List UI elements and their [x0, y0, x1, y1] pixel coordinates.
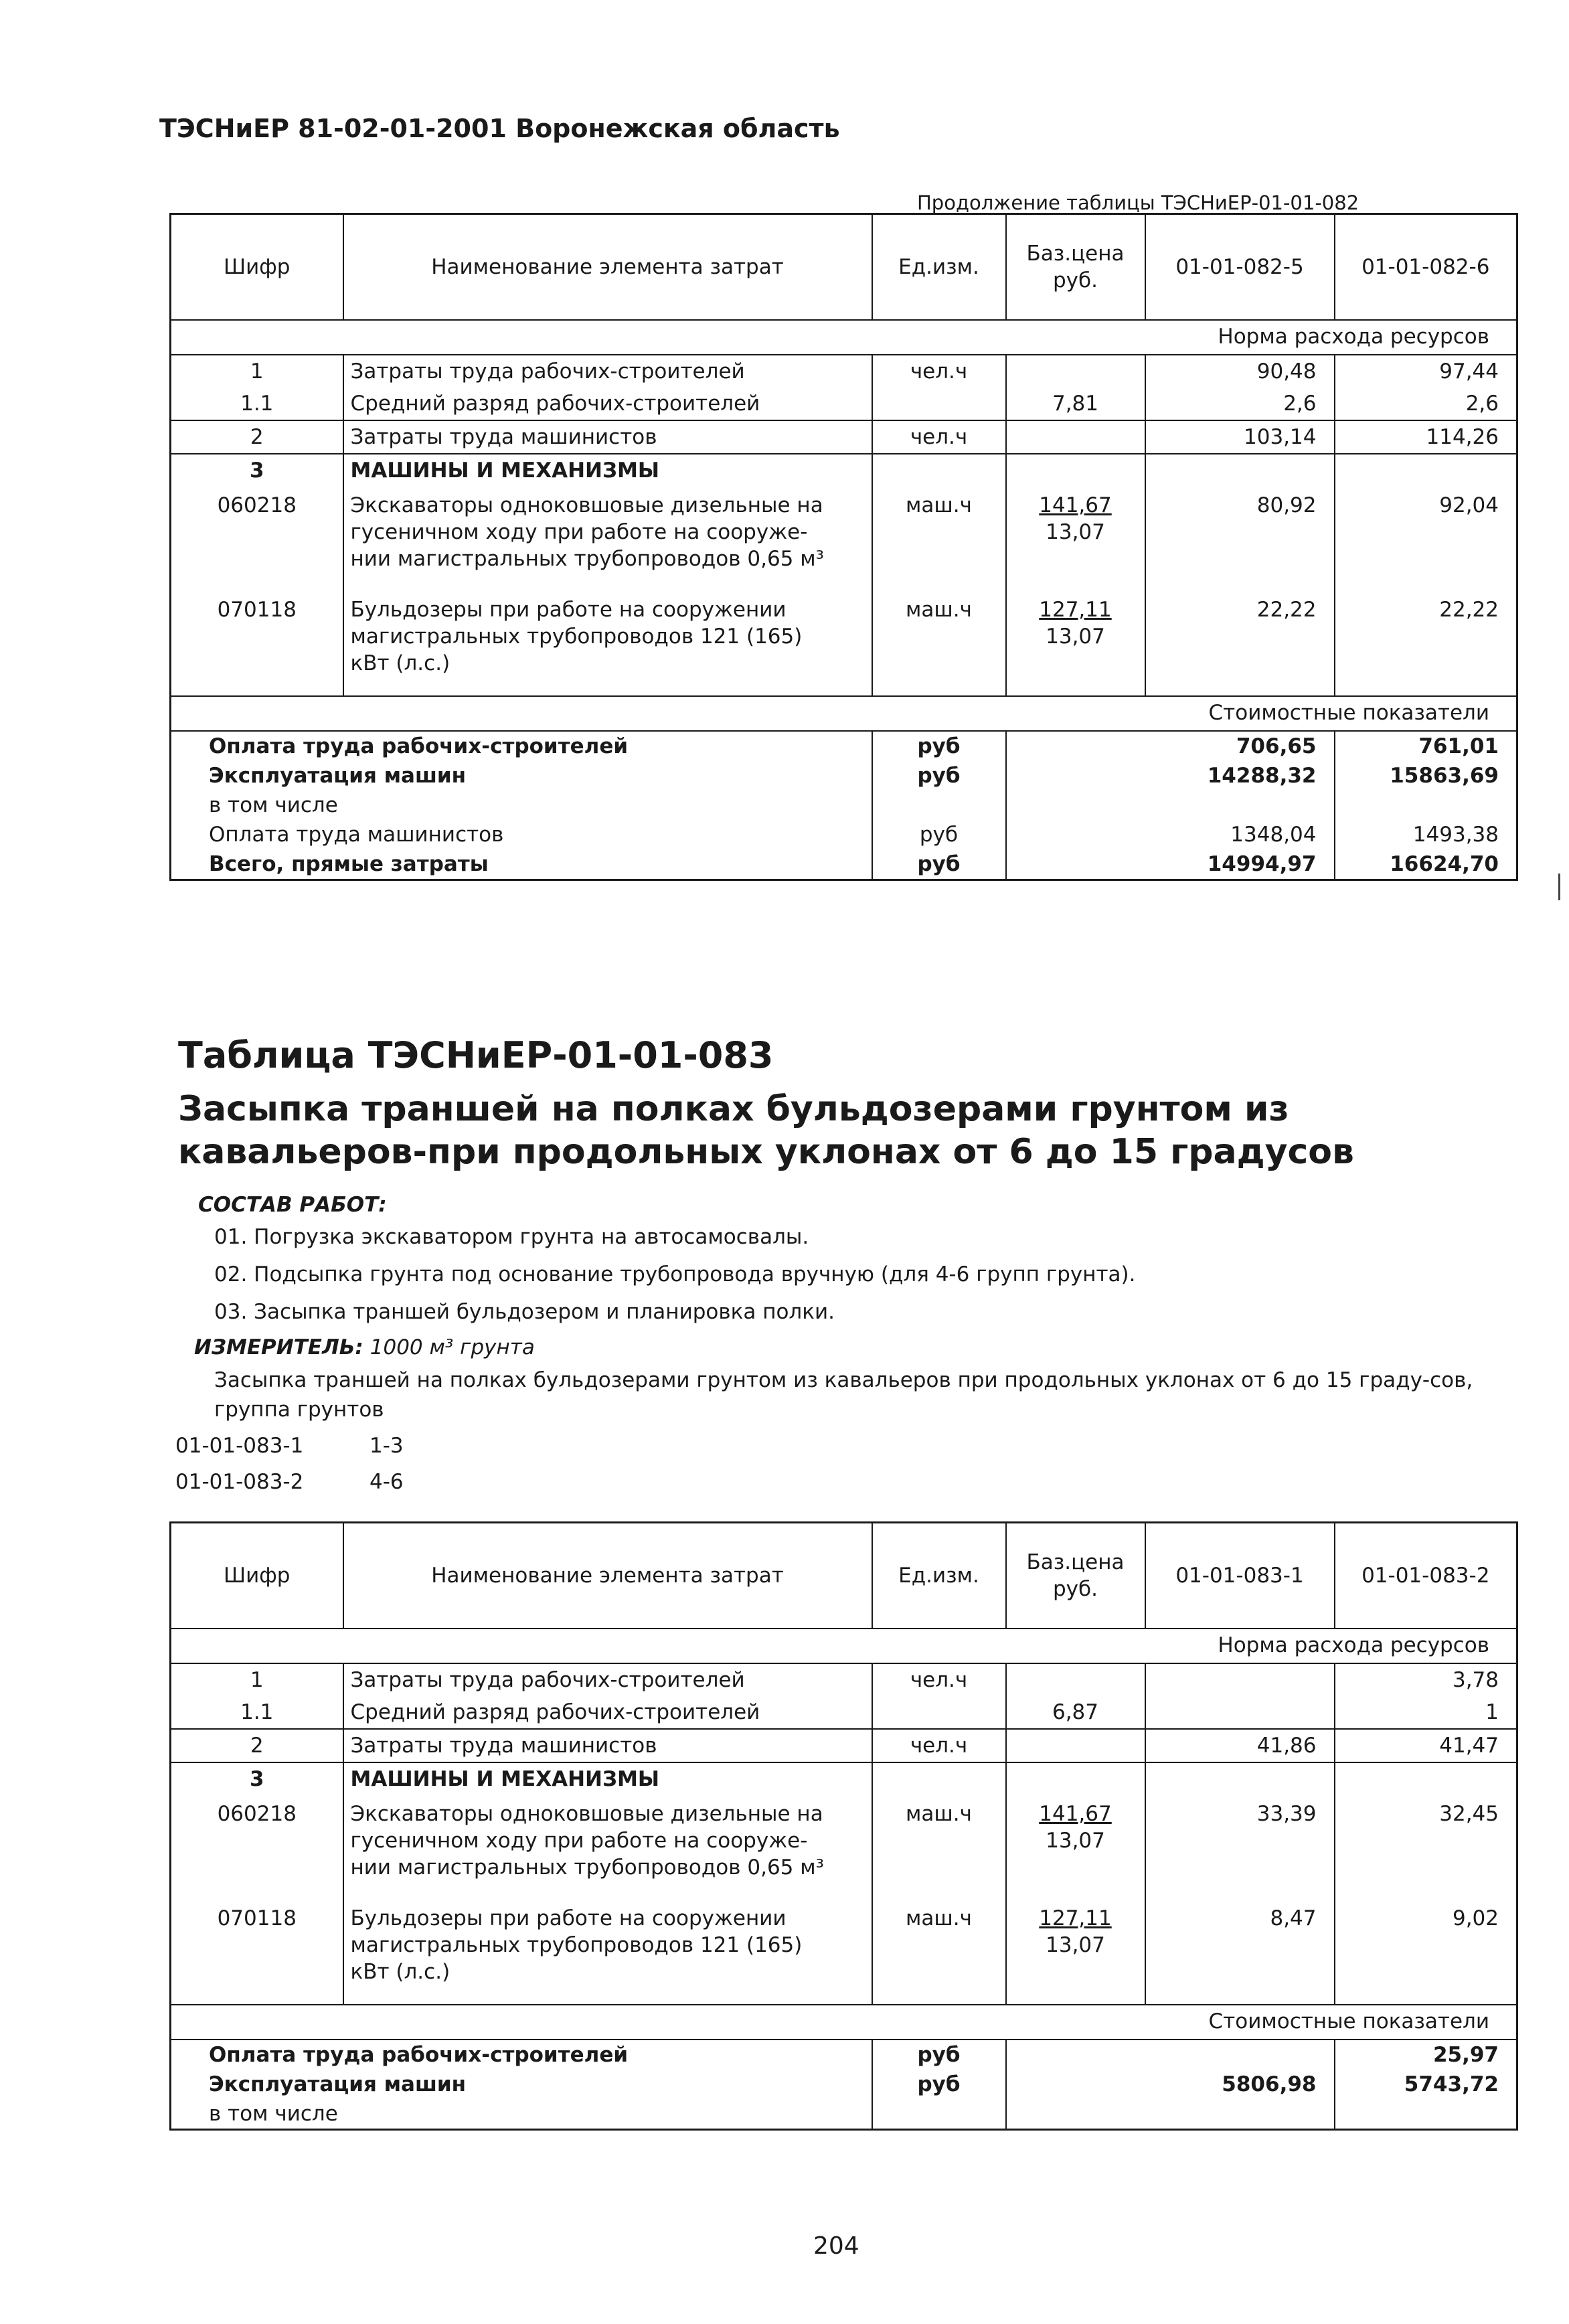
- row-unit: маш.ч: [872, 591, 1006, 696]
- row-unit: чел.ч: [872, 420, 1006, 454]
- row-unit: [872, 1696, 1006, 1729]
- row-price: [1006, 355, 1145, 388]
- row-value-b: 114,26: [1335, 420, 1517, 454]
- row-unit: чел.ч: [872, 355, 1006, 388]
- row-value-a: 33,39: [1145, 1795, 1335, 1900]
- row-price: [1006, 591, 1145, 696]
- table-header-row: [171, 214, 1517, 321]
- summary-name: Оплата труда рабочих-строителей: [171, 731, 872, 761]
- table-row: [171, 487, 1517, 591]
- col-header-code: Шифр: [224, 255, 291, 279]
- document-header: ТЭСНиЕР 81-02-01-2001 Воронежская область: [159, 114, 840, 143]
- summary-unit: [872, 791, 1006, 820]
- summary-value-b: 15863,69: [1335, 761, 1517, 791]
- row-unit: [872, 1762, 1006, 1795]
- price-bottom: 13,07: [1046, 625, 1105, 649]
- col-header-price: [1006, 1523, 1145, 1629]
- row-name: Средний разряд рабочих-строителей: [343, 388, 872, 420]
- row-price: [1006, 1795, 1145, 1900]
- table-row: [171, 388, 1517, 420]
- table-subtitle: Засыпка траншей на полках бульдозерами грунтом из кавальеров-при продольных уклонах от 6 до 15 градусов: [178, 1089, 1354, 1172]
- row-name: МАШИНЫ И МЕХАНИЗМЫ: [343, 1762, 872, 1795]
- summary-row: [171, 2040, 1517, 2070]
- price-label-2: руб.: [1053, 268, 1098, 293]
- measure-label: ИЗМЕРИТЕЛЬ:: [194, 1335, 363, 1359]
- price-label-1: Баз.цена: [1026, 1550, 1125, 1574]
- work-item: 01. Погрузка экскаватором грунта на автосамосвалы.: [214, 1225, 809, 1249]
- band-norm-label: Норма расхода ресурсов: [171, 1629, 1517, 1663]
- col-header-price: [1006, 214, 1145, 321]
- summary-price: [1006, 2099, 1145, 2130]
- summary-price: [1006, 761, 1145, 791]
- summary-name: Оплата труда рабочих-строителей: [171, 2040, 872, 2070]
- row-name-line: Бульдозеры при работе на сооружении: [350, 598, 787, 622]
- scan-artifact: [1558, 874, 1560, 900]
- summary-price: [1006, 731, 1145, 761]
- summary-value-a: 5806,98: [1222, 2072, 1317, 2096]
- row-value-b: 41,47: [1335, 1729, 1517, 1762]
- col-header-unit: Ед.изм.: [872, 1523, 1006, 1629]
- row-value-a: 22,22: [1145, 591, 1335, 696]
- row-unit: [872, 454, 1006, 487]
- summary-row: [171, 761, 1517, 791]
- summary-unit: руб: [872, 761, 1006, 791]
- row-code: 070118: [217, 1906, 297, 1930]
- summary-name: в том числе: [209, 2102, 338, 2126]
- row-value-b: 92,04: [1335, 487, 1517, 591]
- row-price: [1006, 487, 1145, 591]
- summary-name: в том числе: [209, 793, 338, 817]
- row-name-line: Экскаваторы одноковшовые дизельные на: [350, 493, 823, 517]
- band-cost-label: Стоимостные показатели: [171, 2005, 1517, 2040]
- row-value-b: 3,78: [1335, 1663, 1517, 1696]
- row-code: 1.1: [240, 1700, 274, 1724]
- price-top: 127,11: [1039, 598, 1112, 622]
- row-value-b: 9,02: [1335, 1900, 1517, 2005]
- summary-value-a: [1145, 791, 1335, 820]
- price-top: 141,67: [1039, 493, 1112, 517]
- row-unit: маш.ч: [872, 487, 1006, 591]
- row-name-line: кВт (л.с.): [350, 1960, 450, 1984]
- row-name: Затраты труда рабочих-строителей: [343, 355, 872, 388]
- summary-name: Эксплуатация машин: [209, 764, 467, 788]
- price-bottom: 13,07: [1046, 1829, 1105, 1853]
- summary-value-a: 14288,32: [1207, 764, 1317, 788]
- summary-unit: руб: [872, 849, 1006, 880]
- summary-value-a: [1145, 2040, 1335, 2070]
- row-value-b: 1: [1335, 1696, 1517, 1729]
- summary-value-b: 761,01: [1335, 731, 1517, 761]
- row-unit: маш.ч: [872, 1900, 1006, 2005]
- row-code: 1: [171, 355, 343, 388]
- row-code: 2: [171, 420, 343, 454]
- summary-row: [171, 2070, 1517, 2099]
- row-name: МАШИНЫ И МЕХАНИЗМЫ: [343, 454, 872, 487]
- summary-value-a: 1348,04: [1230, 823, 1317, 847]
- resource-table-083: [169, 1521, 1518, 2131]
- col-header-name: Наименование элемента затрат: [343, 1523, 872, 1629]
- table-row: [171, 454, 1517, 487]
- price-top: 141,67: [1039, 1802, 1112, 1826]
- row-value-a: 90,48: [1145, 355, 1335, 388]
- row-unit: чел.ч: [872, 1663, 1006, 1696]
- table-header-row: [171, 1523, 1517, 1629]
- work-item: 02. Подсыпка грунта под основание трубопровода вручную (для 4-6 групп грунта).: [214, 1262, 1136, 1286]
- table-row: [171, 1762, 1517, 1795]
- summary-value-b: 5743,72: [1335, 2070, 1517, 2099]
- summary-value-a: 706,65: [1145, 731, 1335, 761]
- row-value-a: [1145, 1663, 1335, 1696]
- col-header-code: Шифр: [224, 1564, 291, 1588]
- row-price: [1006, 1900, 1145, 2005]
- row-code: 070118: [217, 598, 297, 622]
- summary-value-b: 16624,70: [1335, 849, 1517, 880]
- table-row: [171, 1696, 1517, 1729]
- band-norm-row: [171, 1629, 1517, 1663]
- price-label-2: руб.: [1053, 1577, 1098, 1601]
- row-name: Затраты труда машинистов: [343, 420, 872, 454]
- row-price: [1006, 420, 1145, 454]
- variant-value: 4-6: [369, 1470, 404, 1494]
- row-value-a: [1145, 454, 1335, 487]
- col-header-b: 01-01-083-2: [1335, 1523, 1517, 1629]
- summary-price: [1006, 820, 1145, 849]
- measure-value: 1000 м³ грунта: [369, 1335, 535, 1359]
- row-code: 3: [171, 454, 343, 487]
- table-row: [171, 1663, 1517, 1696]
- row-value-b: 22,22: [1335, 591, 1517, 696]
- variant-code: 01-01-083-2: [175, 1470, 304, 1494]
- row-unit: маш.ч: [872, 1795, 1006, 1900]
- row-name-line: гусеничном ходу при работе на сооруже-: [350, 520, 808, 544]
- summary-value-b: 1493,38: [1335, 820, 1517, 849]
- variant-value: 1-3: [369, 1434, 404, 1458]
- measure-line: [194, 1335, 535, 1359]
- row-name: [343, 591, 872, 696]
- table-row: [171, 1900, 1517, 2005]
- row-value-b: 97,44: [1335, 355, 1517, 388]
- table-row: [171, 355, 1517, 388]
- row-name: Затраты труда рабочих-строителей: [343, 1663, 872, 1696]
- resource-table-082: [169, 213, 1518, 881]
- row-name-line: Экскаваторы одноковшовые дизельные на: [350, 1802, 823, 1826]
- col-header-a: 01-01-083-1: [1145, 1523, 1335, 1629]
- summary-unit: руб: [872, 2070, 1006, 2099]
- row-price: 6,87: [1006, 1696, 1145, 1729]
- row-name-line: нии магистральных трубопроводов 0,65 м³: [350, 1855, 825, 1880]
- summary-value-a: 14994,97: [1207, 852, 1317, 876]
- row-value-a: 41,86: [1145, 1729, 1335, 1762]
- work-item: 03. Засыпка траншей бульдозером и планировка полки.: [214, 1300, 835, 1324]
- summary-unit: руб: [872, 731, 1006, 761]
- col-header-name: Наименование элемента затрат: [343, 214, 872, 321]
- row-name: [343, 487, 872, 591]
- row-value-a: [1145, 1696, 1335, 1729]
- band-norm-label: Норма расхода ресурсов: [171, 320, 1517, 355]
- summary-row: [171, 2099, 1517, 2130]
- price-top: 127,11: [1039, 1906, 1112, 1930]
- row-unit: чел.ч: [872, 1729, 1006, 1762]
- row-value-b: 32,45: [1335, 1795, 1517, 1900]
- row-value-b: 2,6: [1335, 388, 1517, 420]
- band-cost-label: Стоимостные показатели: [171, 696, 1517, 731]
- row-price: [1006, 1729, 1145, 1762]
- row-code: 2: [171, 1729, 343, 1762]
- summary-value-b: 25,97: [1335, 2040, 1517, 2070]
- variant-row: [175, 1470, 404, 1494]
- summary-price: [1006, 791, 1145, 820]
- summary-price: [1006, 2070, 1145, 2099]
- summary-unit: руб: [872, 2040, 1006, 2070]
- measure-description: Засыпка траншей на полках бульдозерами грунтом из кавальеров при продольных уклонах от 6 до 15 граду-сов, группа грунтов: [214, 1368, 1473, 1422]
- row-price: 7,81: [1006, 388, 1145, 420]
- continuation-note: Продолжение таблицы ТЭСНиЕР-01-01-082: [917, 191, 1359, 214]
- row-value-a: 2,6: [1145, 388, 1335, 420]
- summary-row: [171, 820, 1517, 849]
- table-row: [171, 1729, 1517, 1762]
- row-name-line: магистральных трубопроводов 121 (165): [350, 1933, 803, 1957]
- row-name-line: кВт (л.с.): [350, 651, 450, 675]
- col-header-b: 01-01-082-6: [1335, 214, 1517, 321]
- price-bottom: 13,07: [1046, 1933, 1105, 1957]
- summary-row: [171, 791, 1517, 820]
- table-row: [171, 1795, 1517, 1900]
- summary-value-b: [1335, 791, 1517, 820]
- row-unit: [872, 388, 1006, 420]
- band-cost-row: [171, 696, 1517, 731]
- summary-name: Эксплуатация машин: [209, 2072, 467, 2096]
- row-name: Средний разряд рабочих-строителей: [343, 1696, 872, 1729]
- variant-code: 01-01-083-1: [175, 1434, 304, 1458]
- col-header-unit: Ед.изм.: [872, 214, 1006, 321]
- row-name: [343, 1900, 872, 2005]
- table-row: [171, 420, 1517, 454]
- band-cost-row: [171, 2005, 1517, 2040]
- summary-unit: руб: [872, 820, 1006, 849]
- row-code: 1.1: [240, 392, 274, 416]
- row-price: [1006, 1663, 1145, 1696]
- row-code: 060218: [217, 1802, 297, 1826]
- row-code: 3: [171, 1762, 343, 1795]
- row-name: Затраты труда машинистов: [343, 1729, 872, 1762]
- row-price: [1006, 1762, 1145, 1795]
- summary-row: [171, 849, 1517, 880]
- summary-price: [1006, 2040, 1145, 2070]
- row-value-a: [1145, 1762, 1335, 1795]
- row-value-a: 80,92: [1145, 487, 1335, 591]
- price-label-1: Баз.цена: [1026, 242, 1125, 266]
- row-value-b: [1335, 1762, 1517, 1795]
- summary-value-b: [1335, 2099, 1517, 2130]
- summary-name: Всего, прямые затраты: [209, 852, 489, 876]
- summary-row: [171, 731, 1517, 761]
- price-bottom: 13,07: [1046, 520, 1105, 544]
- summary-value-a: [1145, 2099, 1335, 2130]
- row-code: 1: [171, 1663, 343, 1696]
- row-name-line: магистральных трубопроводов 121 (165): [350, 625, 803, 649]
- summary-price: [1006, 849, 1145, 880]
- row-name-line: Бульдозеры при работе на сооружении: [350, 1906, 787, 1930]
- row-value-a: 8,47: [1145, 1900, 1335, 2005]
- summary-unit: [872, 2099, 1006, 2130]
- row-name: [343, 1795, 872, 1900]
- row-name-line: гусеничном ходу при работе на сооруже-: [350, 1829, 808, 1853]
- table-row: [171, 591, 1517, 696]
- work-composition-label: СОСТАВ РАБОТ:: [198, 1193, 387, 1217]
- row-name-line: нии магистральных трубопроводов 0,65 м³: [350, 547, 825, 571]
- row-value-a: 103,14: [1145, 420, 1335, 454]
- row-code: 060218: [217, 493, 297, 517]
- variant-row: [175, 1434, 404, 1458]
- row-value-b: [1335, 454, 1517, 487]
- table-title: Таблица ТЭСНиЕР-01-01-083: [178, 1034, 774, 1076]
- row-price: [1006, 454, 1145, 487]
- col-header-a: 01-01-082-5: [1145, 214, 1335, 321]
- page-number: 204: [813, 2232, 859, 2260]
- summary-name: Оплата труда машинистов: [209, 823, 504, 847]
- band-norm-row: [171, 320, 1517, 355]
